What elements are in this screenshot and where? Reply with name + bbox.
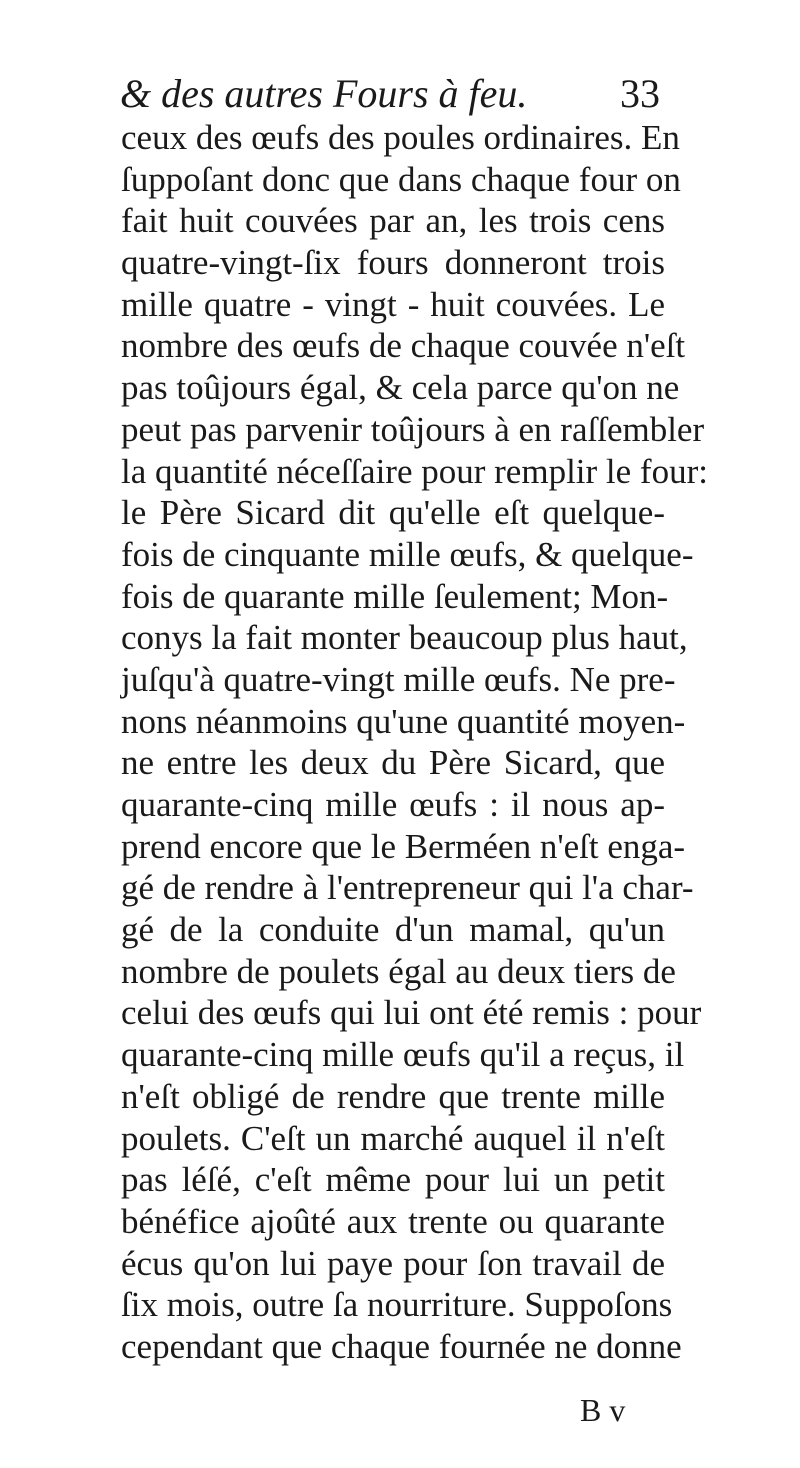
text-line: juſqu'à quatre-vingt mille œufs. Ne pre- — [121, 659, 676, 699]
text-line: fois de cinquante mille œufs, & quelque- — [121, 534, 694, 574]
text-line: nons néanmoins qu'une quantité moyen- — [121, 701, 686, 741]
text-line: fait huit couvées par an, les trois cens — [121, 201, 665, 241]
text-line: ceux des œufs des poules ordinaires. En — [121, 118, 680, 157]
text-line: peut pas parvenir toûjours à en raſſembler — [121, 409, 705, 449]
page-number: 33 — [620, 71, 660, 116]
text-line: écus qu'on lui paye pour ſon travail de — [121, 1243, 665, 1283]
text-line: quatre-vingt-ſix fours donneront trois — [121, 243, 665, 283]
text-line: la quantité néceſſaire pour remplir le four: — [121, 451, 708, 491]
text-line: celui des œufs qui lui ont été remis : pour — [121, 993, 702, 1033]
text-line: pas léſé, c'eſt même pour lui un petit — [121, 1160, 665, 1200]
text-line: conys la fait monter beaucoup plus haut, — [121, 618, 688, 658]
text-line: ſix mois, outre ſa nourriture. Suppoſons — [121, 1285, 673, 1325]
text-line: prend encore que le Berméen n'eſt enga- — [121, 826, 686, 866]
text-line: bénéfice ajoûté aux trente ou quarante — [121, 1201, 665, 1241]
text-line: pas toûjours égal, & cela parce qu'on ne — [121, 368, 680, 408]
text-line: cependant que chaque fournée ne donne — [121, 1326, 682, 1366]
text-line: ne entre les deux du Père Sicard, que — [121, 743, 665, 783]
running-title: & des autres Fours à feu. — [120, 71, 528, 116]
text-line: n'eſt obligé de rendre que trente mille — [121, 1076, 665, 1116]
text-line: ſuppoſant donc que dans chaque four on — [121, 159, 681, 199]
text-line: gé de rendre à l'entrepreneur qui l'a char- — [121, 868, 694, 908]
text-line: nombre des œufs de chaque couvée n'eſt — [121, 326, 686, 366]
text-line: nombre de poulets égal au deux tiers de — [121, 951, 676, 991]
running-header — [120, 66, 660, 122]
body-text — [121, 117, 708, 1368]
text-line: quarante-cinq mille œufs : il nous ap- — [121, 785, 665, 824]
signature-mark: B v — [580, 1392, 626, 1428]
text-line: poulets. C'eſt un marché auquel il n'eſt — [121, 1118, 665, 1158]
text-line: quarante-cinq mille œufs qu'il a reçus, il — [121, 1035, 685, 1075]
text-line: fois de quarante mille ſeulement; Mon- — [121, 576, 669, 616]
text-line: le Père Sicard dit qu'elle eſt quelque- — [121, 493, 665, 533]
text-line: gé de la conduite d'un mamal, qu'un — [121, 910, 665, 950]
text-line: mille quatre - vingt - huit couvées. Le — [121, 284, 665, 324]
